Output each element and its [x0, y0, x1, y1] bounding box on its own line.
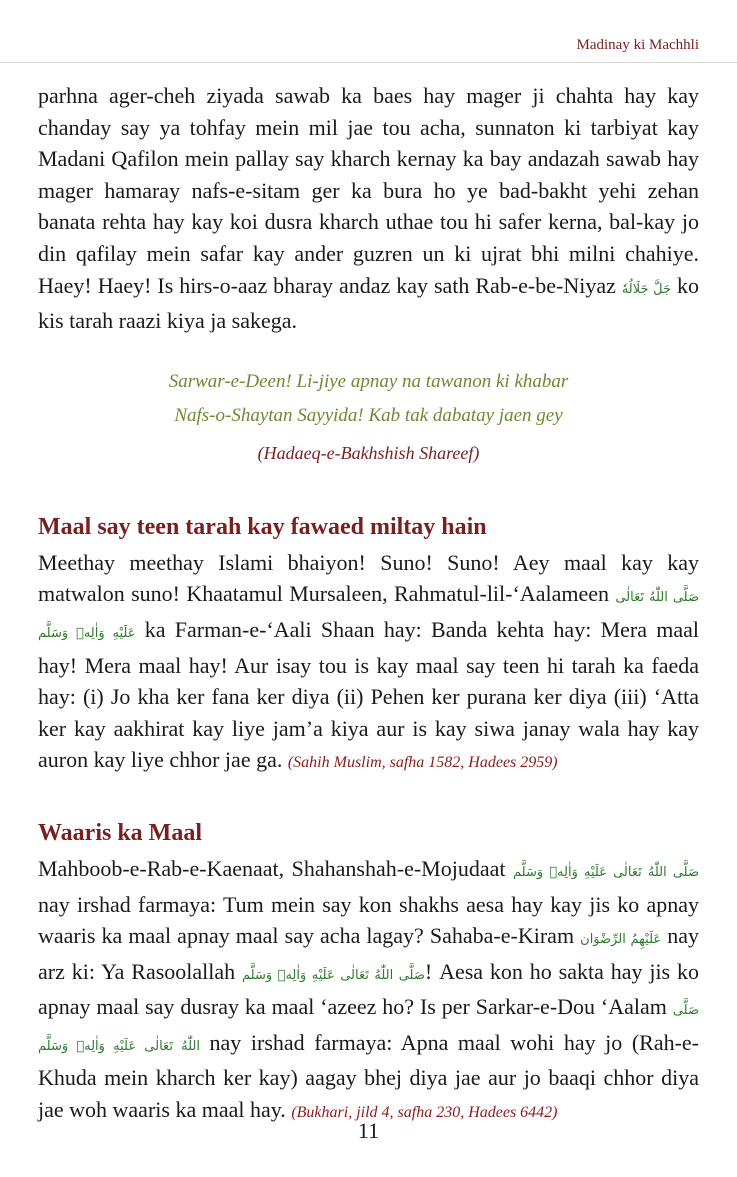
- hadith-reference: (Bukhari, jild 4, safha 230, Hadees 6442): [291, 1104, 558, 1122]
- section2-text-4: ! Aesa kon ho sakta hay jis ko apnay maal say dusray ka maal ‘azeez ho? Is per Sarkar-e-Dou ‘Aalam: [38, 958, 699, 1020]
- arabic-honorific: صَلَّى اللّٰهُ تَعَالٰى عَلَيْهِ وَاٰلِهٖ وَسَلَّم: [38, 590, 699, 641]
- section2-text-3: nay arz ki: Ya Rasoolallah: [38, 923, 700, 984]
- arabic-honorific: جَلَّ جَلَالُهٗ: [621, 281, 672, 297]
- poem-line-2: Nafs-o-Shaytan Sayyida! Kab tak dabatay jaen gey: [174, 404, 563, 426]
- intro-text-1: parhna ager-cheh ziyada sawab ka baes hay mager ji chahta hay kay chanday say ya tohfay mein mil jae tou acha, sunnaton ki tarbiyat kay Madani Qafilon mein pallay say kharch kernay ka bay andazah sawab hay mager hamaray nafs-e-sitam ger ka bura ho ye bad-bakht yehi zehan banata rehta hay kay koi dusra kharch uthae tou hi safer kerna, bal-kay jo din qafilay mein safar kay ander guzren un ki ujrat bhi milni chahiye. Haey! Haey! Is hirs-o-aaz bharay andaz kay sath Rab-e-be-Niyaz: [38, 83, 699, 298]
- section2-text-1: Mahboob-e-Rab-e-Kaenaat, Shahanshah-e-Mojudaat: [38, 855, 513, 881]
- header-divider: [0, 62, 737, 63]
- section1-text-1: Meethay meethay Islami bhaiyon! Suno! Suno! Aey maal kay kay matwalon suno! Khaatamul Mursaleen, Rahmatul-lil-‘Aalameen: [38, 549, 699, 607]
- section-waaris: [38, 817, 699, 1129]
- section1-text-2: ka Farman-e-‘Aali Shaan hay: Banda kehta hay: Mera maal hay! Mera maal hay! Aur isay tou is kay maal say teen hi tarah ka faeda hay: (i) Jo kha ker fana ker diya (ii) Pehen ker purana ker diya (iii) ‘Atta ker kay aakhirat kay liye jam’a kiya aur is kay siwa janay wala hay kay auron kay liye chhor jae ga.: [38, 616, 699, 773]
- section-paragraph: [38, 853, 699, 1129]
- section2-text-5: nay irshad farmaya: Apna maal wohi hay jo (Rah-e-Khuda mein kharch ker kay) aagay bhej diya jae aur jo baaqi chhor diya jae woh waaris ka maal hay.: [38, 1029, 699, 1123]
- hadith-reference: (Sahih Muslim, safha 1582, Hadees 2959): [287, 754, 558, 772]
- poem-source: (Hadaeq-e-Bakhshish Shareef): [257, 442, 480, 463]
- section-heading: Maal say teen tarah kay fawaed miltay hain: [38, 513, 487, 540]
- intro-text-2: ko kis tarah raazi kiya ja sakega.: [38, 272, 699, 334]
- intro-paragraph: [38, 80, 699, 337]
- arabic-honorific: صَلَّى اللّٰهُ تَعَالٰى عَلَيْهِ وَاٰلِهٖ وَسَلَّم: [512, 864, 699, 880]
- poem-line-1: Sarwar-e-Deen! Li-jiye apnay na tawanon ki khabar: [168, 370, 569, 392]
- arabic-honorific: عَلَيْهِمُ الرِّضْوَان: [580, 932, 662, 948]
- poem-block: [38, 365, 699, 471]
- arabic-honorific: صَلَّى اللّٰهُ تَعَالٰى عَلَيْهِ وَاٰلِهٖ وَسَلَّم: [242, 967, 425, 983]
- arabic-honorific: صَلَّى اللّٰهُ تَعَالٰى عَلَيْهِ وَاٰلِهٖ وَسَلَّم: [38, 1003, 699, 1054]
- page-number: 11: [357, 1118, 380, 1143]
- section-heading: Waaris ka Maal: [38, 819, 203, 846]
- page-content: [38, 80, 699, 1129]
- section-fawaed: [38, 511, 699, 779]
- section-paragraph: [38, 547, 699, 779]
- running-header-title: Madinay ki Machhli: [576, 37, 699, 53]
- section2-text-2: nay irshad farmaya: Tum mein say kon shakhs aesa hay kay jis ko apnay waaris ka maal apnay maal say acha lagay? Sahaba-e-Kiram: [38, 891, 699, 949]
